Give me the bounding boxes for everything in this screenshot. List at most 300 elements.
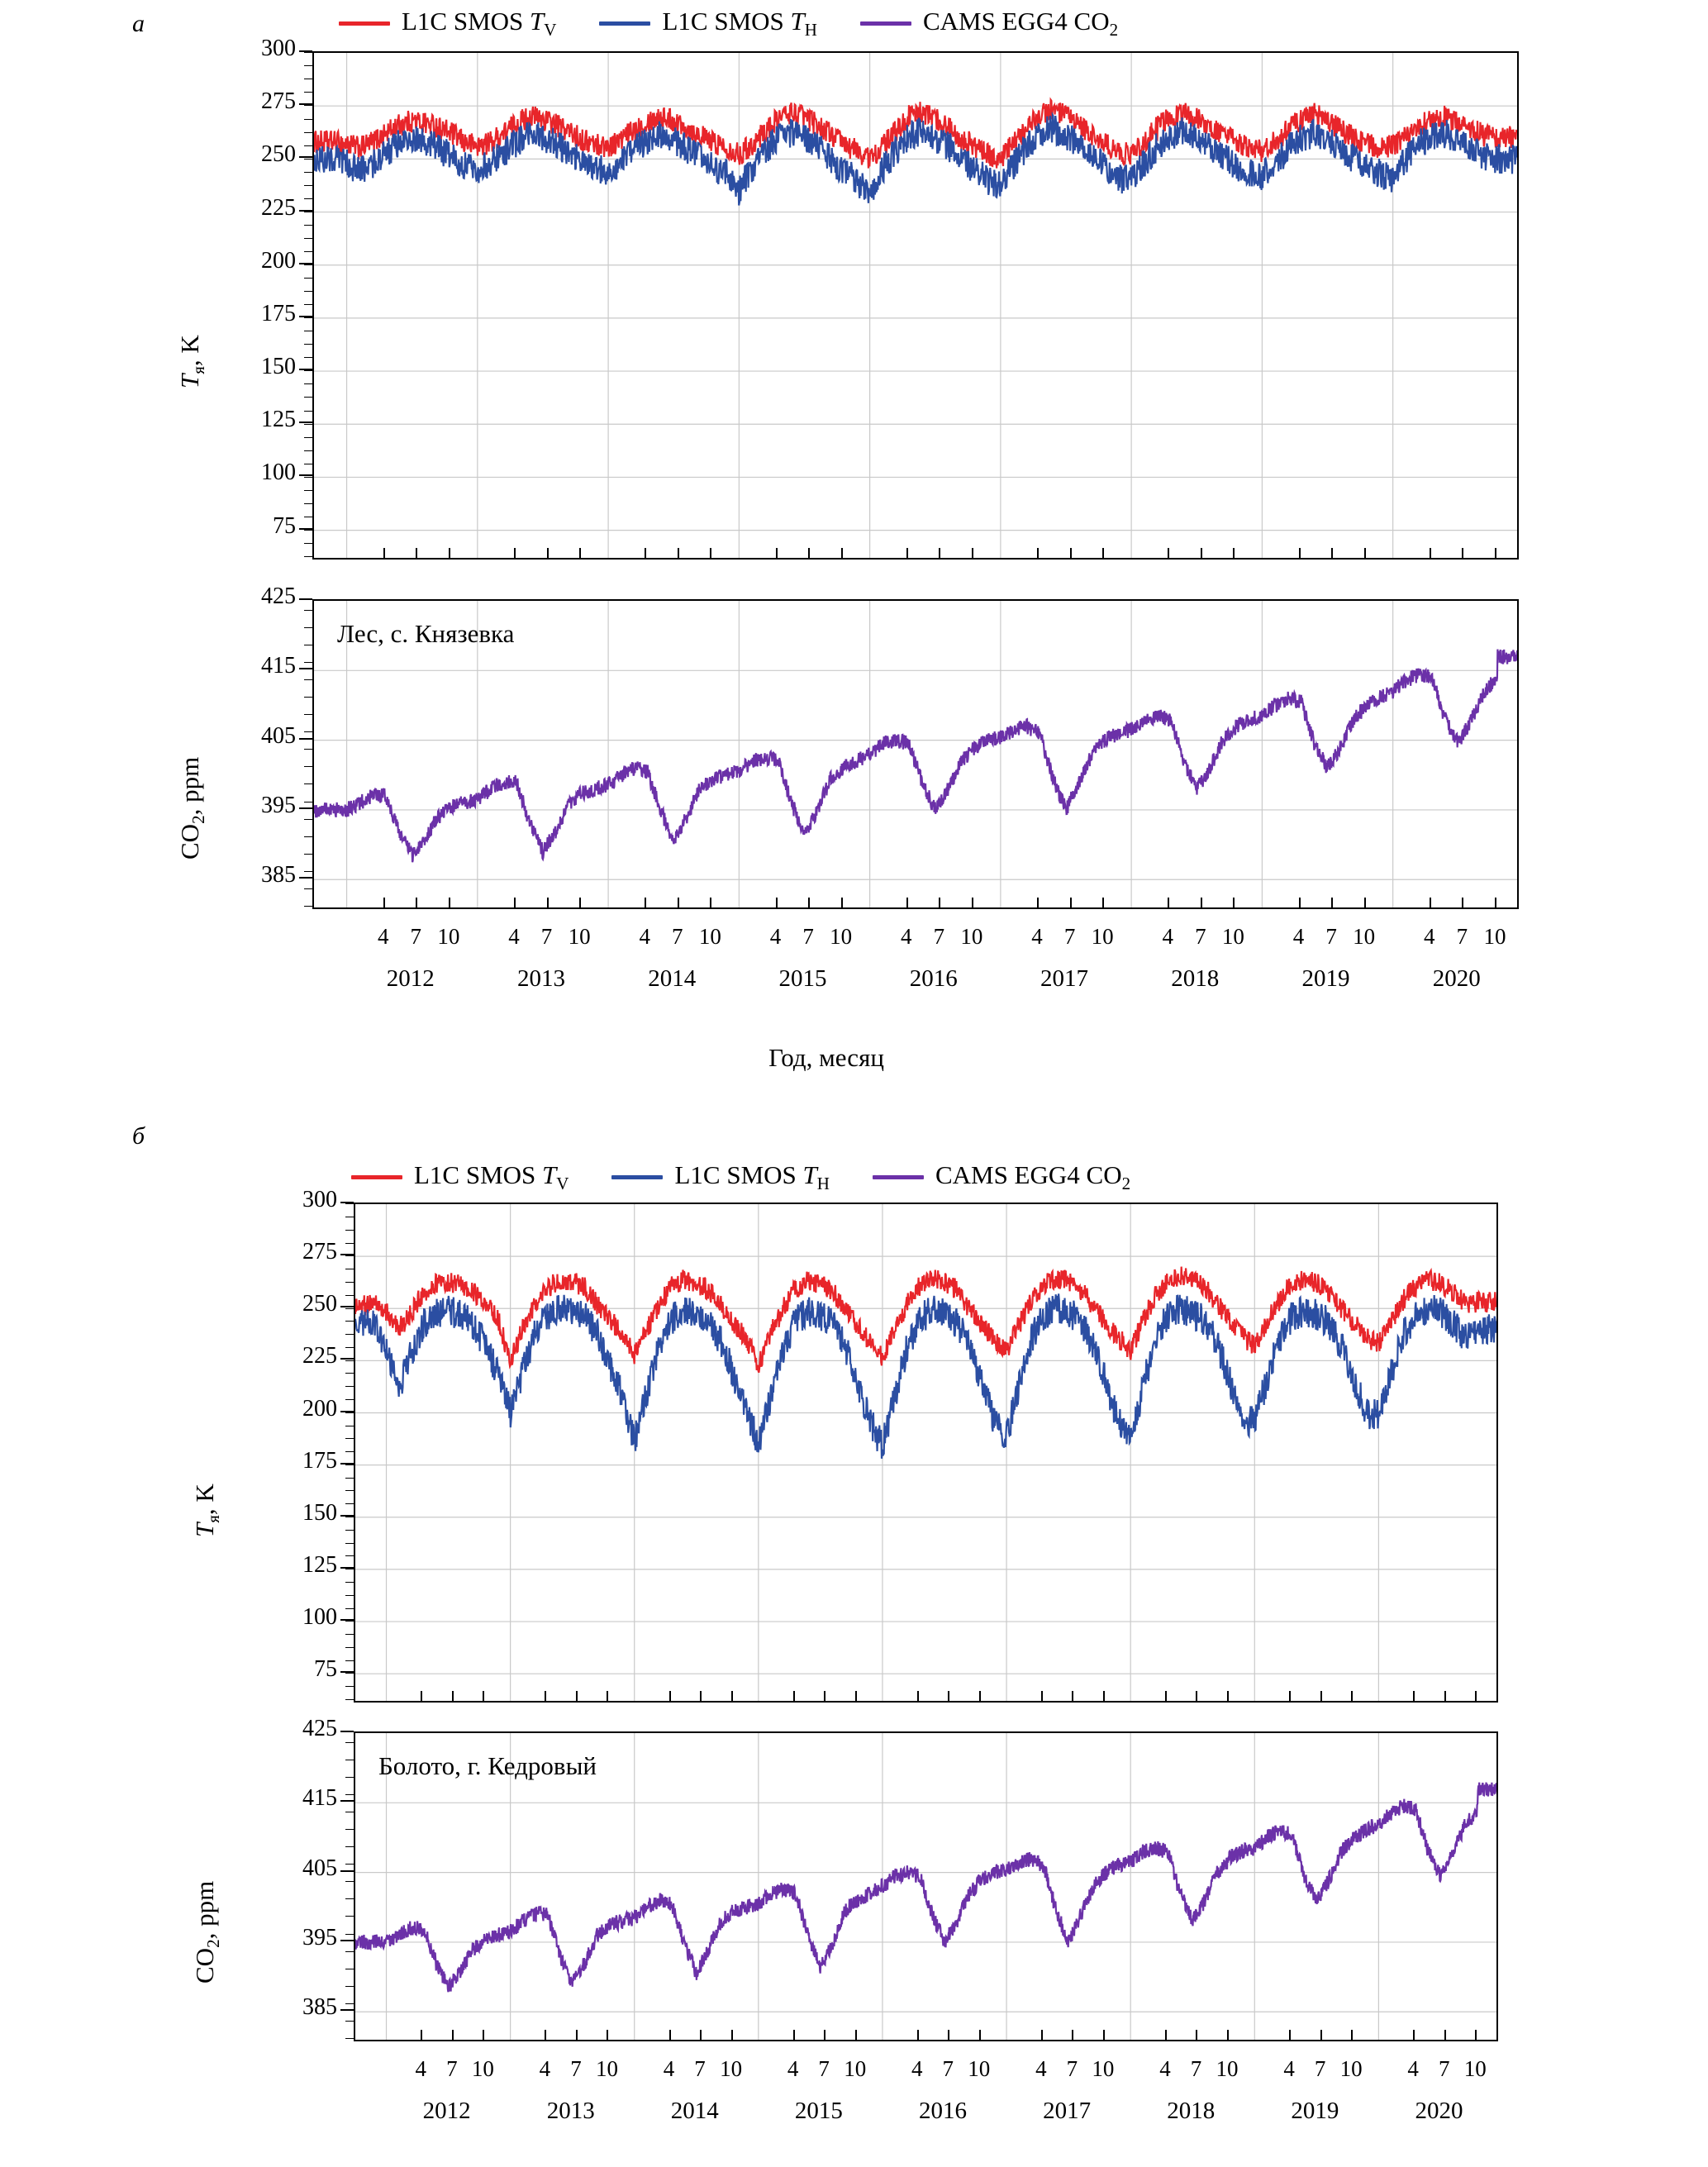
- panel-a-xtick-label: 10: [698, 924, 721, 949]
- panel-b-top-ytick-minor: [345, 1490, 354, 1491]
- panel-b-xtick-month: [1444, 2030, 1446, 2041]
- panel-a-xtick-month: [906, 548, 908, 560]
- panel-b-xtick-label: 7: [1314, 2056, 1326, 2081]
- panel-b-top-ytick-minor: [345, 1243, 354, 1244]
- legend-label-co2: CAMS EGG4 $CO_2$: [922, 7, 1119, 40]
- panel-b-bottom-ytick-minor: [345, 1794, 354, 1795]
- panel-a-xtick-label: 7: [540, 924, 553, 949]
- panel-a-top-ytick-minor: [304, 556, 312, 557]
- panel-a-xyear-label: 2017: [1040, 965, 1088, 992]
- panel-a-top-ytick-minor: [304, 344, 312, 345]
- panel-b-xtick-label: 7: [942, 2056, 954, 2081]
- panel-b-xtick-label: 4: [787, 2056, 799, 2081]
- panel-b-bottom-ytick-major: [340, 1940, 354, 1941]
- panel-b-xtick-month: [824, 1691, 825, 1703]
- panel-a-bottom-ytick-minor: [304, 697, 312, 698]
- panel-b-xtick-label: 4: [415, 2056, 427, 2081]
- panel-a-xtick-month: [710, 898, 711, 909]
- legend-item-tv: [339, 7, 556, 40]
- panel-b-bottom-ytick-minor: [345, 1986, 354, 1987]
- panel-b-top-ytick-minor: [345, 1321, 354, 1322]
- panel-a-xyear-label: 2013: [516, 965, 565, 992]
- panel-b-xtick-month: [545, 2030, 546, 2041]
- panel-b-top-ytick-label: 200: [302, 1395, 337, 1422]
- panel-a-top-ytick-minor: [304, 357, 312, 358]
- panel-b-xtick-month: [917, 2030, 919, 2041]
- panel-a-xtick-month: [972, 548, 973, 560]
- panel-b-top-ytick-minor: [345, 1634, 354, 1635]
- panel-a-xtick-month: [383, 548, 385, 560]
- panel-b-xtick-label: 10: [1463, 2056, 1487, 2081]
- panel-b-xtick-label: 4: [539, 2056, 551, 2081]
- panel-b-xtick-month: [979, 1691, 981, 1703]
- panel-b-xtick-month: [483, 1691, 484, 1703]
- panel-b-bottom-ytick-minor: [345, 1916, 354, 1917]
- panel-b-xtick-label: 4: [1283, 2056, 1295, 2081]
- panel-a-top-ytick-minor: [304, 159, 312, 160]
- panel-b-xtick-month: [1165, 1691, 1167, 1703]
- panel-b-top-ytick-label: 250: [302, 1291, 337, 1317]
- ylabel-panel-b-bottom: $CO_2$, ppm: [190, 1880, 224, 1984]
- panel-a-top-ytick-label: 275: [261, 88, 296, 115]
- legend-label-tv-b: L1C SMOS $T_V$: [414, 1160, 569, 1194]
- panel-a-xtick-month: [1495, 548, 1496, 560]
- panel-a-top-ytick-minor: [304, 172, 312, 173]
- panel-a-xtick-month: [776, 898, 778, 909]
- panel-a-bottom-ytick-minor: [304, 783, 312, 784]
- panel-b-bottom-ytick-major: [340, 1870, 354, 1872]
- panel-a-bottom-ytick-label: 385: [261, 862, 296, 888]
- panel-b-xtick-month: [700, 2030, 702, 2041]
- panel-b-xtick-month: [979, 2030, 981, 2041]
- panel-b-xtick-month: [1413, 1691, 1415, 1703]
- xlabel-panel-a: Год, месяц: [768, 1043, 884, 1072]
- legend-item-tv-b: [351, 1160, 569, 1194]
- panel-b-top-ytick-minor: [345, 1386, 354, 1387]
- panel-a-xtick-month: [678, 548, 679, 560]
- panel-b-top-ytick-minor: [345, 1582, 354, 1583]
- panel-a-xyear-label: 2015: [778, 965, 827, 992]
- panel-a-xtick-month: [1233, 548, 1235, 560]
- panel-b-xtick-month: [1320, 1691, 1322, 1703]
- panel-b-bottom-ytick-label: 395: [302, 1924, 337, 1950]
- panel-a-xyear-label: 2014: [648, 965, 697, 992]
- panel-b-xyear-label: 2020: [1415, 2098, 1463, 2124]
- panel-a-top-ytick-label: 300: [261, 36, 296, 61]
- series-cams-egg4-co2: [314, 650, 1517, 863]
- panel-b-bottom-ytick-minor: [345, 1934, 354, 1935]
- panel-b-xtick-month: [483, 2030, 484, 2041]
- panel-a-top-ytick-minor: [304, 238, 312, 239]
- ylabel-panel-a-bottom: $CO_2$, ppm: [175, 756, 209, 860]
- panel-b-xtick-month: [1475, 2030, 1477, 2041]
- panel-b-xtick-month: [1103, 2030, 1105, 2041]
- panel-a-xtick-month: [1070, 548, 1072, 560]
- panel-b-top-ytick-minor: [345, 1438, 354, 1439]
- panel-b-bottom-ytick-major: [340, 1800, 354, 1802]
- site-label-a: Лес, с. Князевка: [337, 619, 515, 648]
- panel-b-xtick-label: 10: [595, 2056, 618, 2081]
- panel-a-bottom-ytick-minor: [304, 679, 312, 680]
- panel-a-xtick-month: [1168, 548, 1169, 560]
- panel-a-top-ytick-minor: [304, 105, 312, 106]
- panel-b-xtick-month: [855, 2030, 857, 2041]
- panel-a-top-ytick-minor: [304, 185, 312, 186]
- panel-a-top-ytick-minor: [304, 477, 312, 478]
- panel-a-bottom-ytick-major: [299, 738, 312, 740]
- panel-a-xtick-label: 4: [769, 924, 782, 949]
- plot-a-top-svg: [314, 53, 1517, 558]
- legend-line-tv-b: [351, 1175, 402, 1179]
- panel-a-xtick-month: [841, 898, 843, 909]
- panel-a-xtick-month: [939, 898, 940, 909]
- panel-a-xtick-month: [645, 548, 646, 560]
- panel-a-top-ytick-minor: [304, 304, 312, 305]
- panel-b-xtick-month: [1103, 1691, 1105, 1703]
- panel-b-bottom-ytick-minor: [345, 1951, 354, 1952]
- panel-a-xtick-month: [939, 548, 940, 560]
- panel-a-xtick-month: [1331, 898, 1333, 909]
- panel-a-top-ytick-minor: [304, 411, 312, 412]
- panel-b-top-ytick-label: 150: [302, 1499, 337, 1526]
- panel-a-bottom-ytick-minor: [304, 888, 312, 889]
- panel-b-top-ytick-minor: [345, 1334, 354, 1335]
- panel-a-top-ytick-minor: [304, 490, 312, 491]
- panel-a-xtick-month: [416, 898, 417, 909]
- plot-b-top-svg: [355, 1204, 1496, 1701]
- panel-b-top-ytick-minor: [345, 1203, 354, 1204]
- legend-line-th: [599, 21, 650, 26]
- panel-b-xtick-label: 10: [844, 2056, 867, 2081]
- panel-b-xtick-label: 7: [694, 2056, 706, 2081]
- panel-b-xtick-month: [917, 1691, 919, 1703]
- panel-b-top-ytick-minor: [345, 1530, 354, 1531]
- panel-b-xtick-label: 10: [1216, 2056, 1239, 2081]
- panel-a-xtick-label: 10: [1091, 924, 1114, 949]
- panel-b-top-ytick-minor: [345, 1451, 354, 1452]
- legend-label-co2-b: CAMS EGG4 $CO_2$: [935, 1160, 1131, 1194]
- panel-b-xtick-label: 10: [968, 2056, 991, 2081]
- panel-a-xtick-label: 7: [1063, 924, 1076, 949]
- panel-b-xtick-label: 7: [446, 2056, 458, 2081]
- panel-b-xtick-label: 4: [1035, 2056, 1047, 2081]
- panel-a-top-ytick-minor: [304, 119, 312, 120]
- panel-b-xtick-month: [855, 1691, 857, 1703]
- panel-a-xtick-month: [1168, 898, 1169, 909]
- panel-a-top-ytick-minor: [304, 543, 312, 544]
- panel-a-xtick-label: 7: [410, 924, 422, 949]
- panel-b-xtick-month: [1165, 2030, 1167, 2041]
- ylabel-panel-a-top: $T_я$, K: [175, 335, 209, 388]
- panel-a-top-ytick-label: 100: [261, 460, 296, 486]
- panel-a-xtick-month: [1430, 898, 1431, 909]
- ylabel-panel-b-top: $T_я$, K: [190, 1484, 224, 1537]
- panel-a-top-ytick-minor: [304, 132, 312, 133]
- panel-a-top-ytick-minor: [304, 450, 312, 451]
- panel-b-xyear-label: 2013: [546, 2098, 595, 2124]
- panel-a-xyear-label: 2020: [1432, 965, 1481, 992]
- panel-b-top-ytick-label: 300: [302, 1187, 337, 1212]
- panel-a-xtick-month: [514, 898, 516, 909]
- panel-b-xtick-month: [452, 2030, 454, 2041]
- panel-b-xtick-month: [1351, 1691, 1353, 1703]
- panel-b-top-ytick-minor: [345, 1295, 354, 1296]
- panel-b-xtick-month: [1072, 1691, 1073, 1703]
- panel-b-xtick-month: [824, 2030, 825, 2041]
- panel-b-xtick-month: [1351, 2030, 1353, 2041]
- panel-b-bottom-ytick-minor: [345, 1829, 354, 1830]
- panel-a-top-ytick-minor: [304, 198, 312, 199]
- panel-a-xtick-month: [1331, 548, 1333, 560]
- panel-a-top-ytick-minor: [304, 530, 312, 531]
- plot-panel-a-bottom: [312, 599, 1519, 909]
- panel-a-bottom-ytick-minor: [304, 627, 312, 628]
- panel-a-top-ytick-minor: [304, 52, 312, 53]
- panel-a-xtick-month: [1037, 548, 1039, 560]
- panel-b-top-ytick-minor: [345, 1660, 354, 1661]
- panel-a-bottom-ytick-minor: [304, 871, 312, 872]
- panel-a-xtick-month: [972, 898, 973, 909]
- panel-b-xtick-month: [421, 1691, 422, 1703]
- legend-item-co2: [860, 7, 1118, 40]
- legend-label-th: L1C SMOS $T_H$: [662, 7, 817, 40]
- panel-a-xtick-month: [1201, 548, 1202, 560]
- panel-b-xtick-month: [545, 1691, 546, 1703]
- panel-b-xtick-month: [576, 1691, 578, 1703]
- panel-a-xtick-label: 10: [1221, 924, 1244, 949]
- panel-b-xtick-month: [793, 2030, 795, 2041]
- panel-a-xtick-month: [1299, 898, 1301, 909]
- panel-b-xtick-label: 10: [1339, 2056, 1363, 2081]
- panel-b-xtick-month: [1041, 2030, 1043, 2041]
- legend-label-tv: L1C SMOS $T_V$: [402, 7, 557, 40]
- panel-b-top-ytick-minor: [345, 1543, 354, 1544]
- panel-a-top-ytick-label: 250: [261, 141, 296, 168]
- panel-a-xtick-month: [1364, 898, 1366, 909]
- panel-a-xtick-month: [579, 898, 581, 909]
- legend-item-th-b: [611, 1160, 829, 1194]
- panel-a-top-ytick-label: 175: [261, 300, 296, 326]
- panel-a-xtick-month: [1070, 898, 1072, 909]
- panel-a-top-ytick-minor: [304, 437, 312, 438]
- panel-a-xtick-month: [1201, 898, 1202, 909]
- panel-a-xtick-month: [1102, 898, 1104, 909]
- legend-item-th: [599, 7, 816, 40]
- panel-b-top-ytick-minor: [345, 1686, 354, 1687]
- panel-a-top-ytick-minor: [304, 317, 312, 318]
- panel-b-xtick-month: [607, 2030, 608, 2041]
- panel-b-bottom-ytick-minor: [345, 1742, 354, 1743]
- panel-a-xtick-month: [579, 548, 581, 560]
- panel-a-bottom-ytick-minor: [304, 854, 312, 855]
- panel-a-xtick-month: [547, 898, 549, 909]
- panel-b-bottom-ytick-major: [340, 1731, 354, 1732]
- panel-b-xtick-month: [731, 1691, 733, 1703]
- panel-b-top-ytick-minor: [345, 1412, 354, 1413]
- panel-b-bottom-ytick-minor: [345, 1864, 354, 1865]
- panel-a-xtick-month: [776, 548, 778, 560]
- panel-a-bottom-ytick-label: 425: [261, 583, 296, 609]
- panel-b-top-ytick-minor: [345, 1647, 354, 1648]
- panel-b-bottom-ytick-minor: [345, 1777, 354, 1778]
- panel-b-xtick-month: [1320, 2030, 1322, 2041]
- legend-panel-a: [339, 7, 1118, 40]
- panel-a-xtick-month: [547, 548, 549, 560]
- site-label-b: Болото, г. Кедровый: [378, 1751, 597, 1780]
- panel-b-bottom-ytick-minor: [345, 1881, 354, 1882]
- panel-a-xtick-month: [841, 548, 843, 560]
- panel-a-top-ytick-minor: [304, 145, 312, 146]
- panel-a-top-ytick-minor: [304, 92, 312, 93]
- panel-a-top-ytick-minor: [304, 225, 312, 226]
- panel-a-xtick-label: 4: [377, 924, 389, 949]
- panel-letter-a: а: [132, 10, 145, 37]
- panel-a-xtick-label: 10: [437, 924, 460, 949]
- panel-a-xtick-month: [416, 548, 417, 560]
- panel-a-xtick-month: [1364, 548, 1366, 560]
- panel-a-xtick-month: [906, 898, 908, 909]
- panel-b-top-ytick-label: 225: [302, 1343, 337, 1369]
- legend-line-co2-b: [873, 1175, 924, 1179]
- legend-line-co2: [860, 21, 911, 26]
- panel-a-xtick-label: 10: [568, 924, 591, 949]
- panel-b-top-ytick-minor: [345, 1503, 354, 1504]
- panel-a-xtick-month: [1462, 548, 1463, 560]
- panel-a-top-ytick-label: 225: [261, 194, 296, 221]
- panel-a-xtick-month: [514, 548, 516, 560]
- panel-b-xtick-month: [1196, 1691, 1197, 1703]
- panel-a-bottom-ytick-label: 415: [261, 653, 296, 679]
- panel-a-xtick-label: 4: [1031, 924, 1043, 949]
- panel-b-top-ytick-minor: [345, 1621, 354, 1622]
- panel-a-bottom-ytick-minor: [304, 731, 312, 732]
- plot-panel-b-bottom: [354, 1731, 1498, 2041]
- panel-b-xtick-month: [607, 1691, 608, 1703]
- panel-a-xtick-month: [645, 898, 646, 909]
- panel-b-xtick-label: 4: [663, 2056, 675, 2081]
- panel-b-top-ytick-minor: [345, 1373, 354, 1374]
- panel-a-xtick-month: [678, 898, 679, 909]
- panel-b-xtick-label: 10: [471, 2056, 494, 2081]
- panel-b-xtick-month: [1289, 1691, 1291, 1703]
- panel-a-top-ytick-minor: [304, 264, 312, 265]
- panel-b-top-ytick-label: 175: [302, 1447, 337, 1474]
- panel-a-bottom-ytick-minor: [304, 906, 312, 907]
- panel-a-bottom-ytick-major: [299, 877, 312, 879]
- panel-a-xtick-label: 10: [1353, 924, 1376, 949]
- panel-a-xtick-month: [808, 548, 810, 560]
- panel-a-top-ytick-minor: [304, 424, 312, 425]
- panel-b-top-ytick-minor: [345, 1399, 354, 1400]
- panel-a-top-ytick-minor: [304, 370, 312, 371]
- panel-b-top-ytick-minor: [345, 1699, 354, 1700]
- panel-b-top-ytick-minor: [345, 1347, 354, 1348]
- legend-item-co2-b: [873, 1160, 1130, 1194]
- panel-b-xyear-label: 2018: [1167, 2098, 1216, 2124]
- panel-b-top-ytick-label: 100: [302, 1604, 337, 1631]
- panel-a-xtick-label: 4: [1292, 924, 1305, 949]
- panel-a-top-ytick-minor: [304, 383, 312, 384]
- panel-b-xtick-month: [1041, 1691, 1043, 1703]
- panel-a-xtick-label: 7: [672, 924, 683, 949]
- panel-a-xtick-month: [1233, 898, 1235, 909]
- panel-a-xtick-label: 7: [1456, 924, 1468, 949]
- panel-a-xtick-label: 4: [1162, 924, 1174, 949]
- panel-a-xyear-label: 2012: [386, 965, 435, 992]
- panel-a-xtick-month: [449, 548, 450, 560]
- panel-a-bottom-ytick-label: 405: [261, 722, 296, 749]
- panel-b-xtick-month: [1413, 2030, 1415, 2041]
- panel-a-xtick-label: 10: [1483, 924, 1506, 949]
- panel-b-bottom-ytick-major: [340, 2009, 354, 2011]
- panel-b-top-ytick-minor: [345, 1673, 354, 1674]
- panel-b-bottom-ytick-label: 415: [302, 1785, 337, 1812]
- panel-a-bottom-ytick-minor: [304, 749, 312, 750]
- panel-a-xyear-label: 2016: [909, 965, 958, 992]
- panel-b-xtick-label: 7: [1190, 2056, 1202, 2081]
- panel-b-xtick-month: [700, 1691, 702, 1703]
- panel-a-bottom-ytick-minor: [304, 662, 312, 663]
- panel-a-top-ytick-minor: [304, 291, 312, 292]
- panel-b-top-ytick-minor: [345, 1360, 354, 1361]
- panel-b-top-ytick-label: 125: [302, 1551, 337, 1578]
- panel-a-xtick-label: 4: [508, 924, 520, 949]
- panel-a-xtick-month: [1430, 548, 1431, 560]
- panel-b-xtick-month: [576, 2030, 578, 2041]
- panel-a-bottom-ytick-minor: [304, 802, 312, 803]
- panel-a-xtick-month: [1495, 898, 1496, 909]
- panel-a-top-ytick-minor: [304, 65, 312, 66]
- panel-a-xtick-month: [383, 898, 385, 909]
- panel-b-bottom-ytick-minor: [345, 2003, 354, 2004]
- panel-b-top-ytick-minor: [345, 1595, 354, 1596]
- panel-a-bottom-ytick-label: 395: [261, 792, 296, 818]
- panel-b-xtick-label: 4: [911, 2056, 923, 2081]
- panel-a-xtick-month: [1299, 548, 1301, 560]
- panel-a-xtick-month: [808, 898, 810, 909]
- panel-a-xtick-label: 4: [1424, 924, 1435, 949]
- panel-b-bottom-ytick-minor: [345, 1846, 354, 1847]
- panel-a-xtick-label: 4: [901, 924, 912, 949]
- panel-b-top-ytick-minor: [345, 1555, 354, 1556]
- panel-b-top-ytick-minor: [345, 1608, 354, 1609]
- panel-b-xtick-month: [793, 1691, 795, 1703]
- panel-a-top-ytick-minor: [304, 251, 312, 252]
- panel-b-xtick-month: [1227, 2030, 1229, 2041]
- panel-a-bottom-ytick-minor: [304, 836, 312, 837]
- panel-b-top-ytick-label: 75: [314, 1656, 337, 1683]
- panel-b-xtick-label: 7: [1066, 2056, 1078, 2081]
- panel-b-bottom-ytick-minor: [345, 1898, 354, 1899]
- panel-a-xyear-label: 2018: [1171, 965, 1220, 992]
- panel-a-bottom-ytick-minor: [304, 610, 312, 611]
- panel-a-xtick-label: 7: [1325, 924, 1337, 949]
- panel-b-xtick-label: 10: [1092, 2056, 1115, 2081]
- panel-b-xyear-label: 2016: [919, 2098, 968, 2124]
- panel-a-bottom-ytick-major: [299, 807, 312, 809]
- panel-b-bottom-ytick-minor: [345, 2038, 354, 2039]
- panel-a-xtick-month: [1037, 898, 1039, 909]
- panel-b-xtick-month: [1196, 2030, 1197, 2041]
- panel-a-bottom-ytick-minor: [304, 766, 312, 767]
- panel-b-xtick-month: [948, 2030, 949, 2041]
- panel-b-xtick-month: [669, 2030, 671, 2041]
- panel-a-xtick-month: [1102, 548, 1104, 560]
- panel-b-xtick-label: 4: [1407, 2056, 1419, 2081]
- panel-a-top-ytick-label: 75: [273, 512, 296, 539]
- panel-b-top-ytick-minor: [345, 1255, 354, 1256]
- panel-b-xtick-month: [1072, 2030, 1073, 2041]
